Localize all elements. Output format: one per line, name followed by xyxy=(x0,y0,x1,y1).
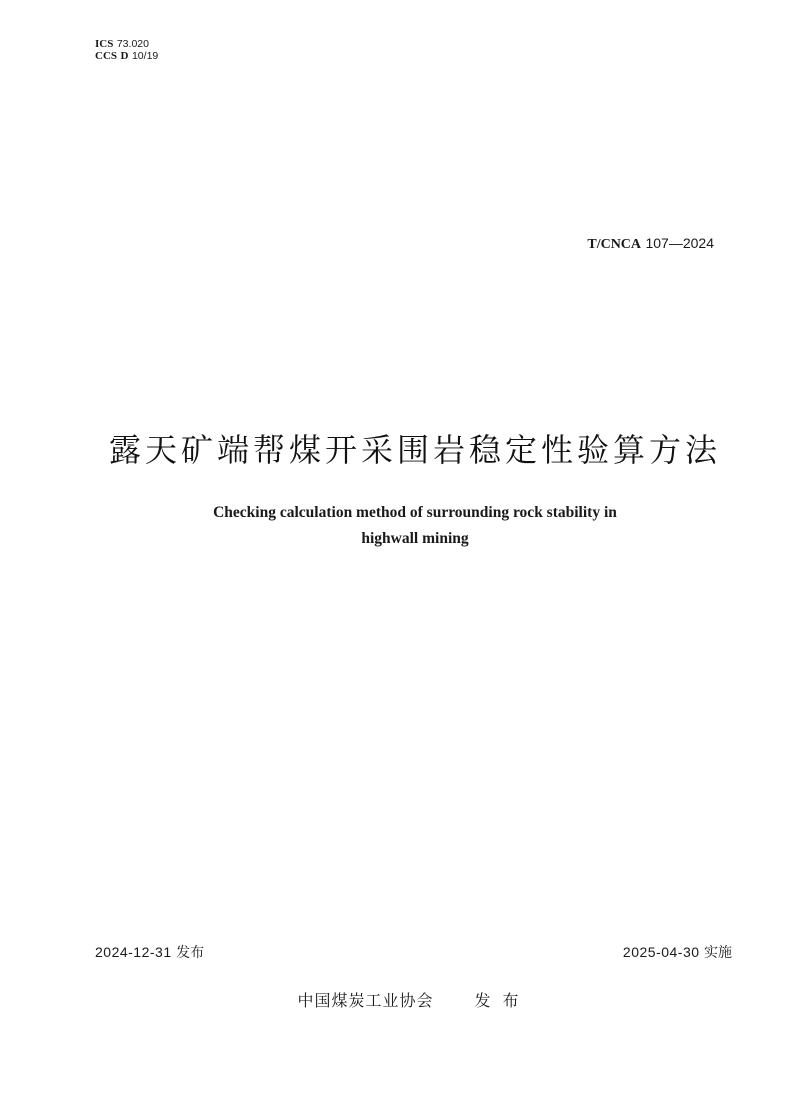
english-title-line-2: highwall mining xyxy=(361,530,469,547)
effective-date: 2025-04-30 xyxy=(622,944,700,960)
standard-prefix: T/CNCA xyxy=(587,237,642,252)
publisher-action: 发布 xyxy=(474,991,531,1010)
ccs-label: CCS xyxy=(95,50,118,62)
english-title xyxy=(140,500,690,552)
issue-date: 2024-12-31 xyxy=(95,944,172,960)
ccs-code xyxy=(95,50,158,62)
ccs-letter: D xyxy=(120,50,129,62)
ics-label: ICS xyxy=(95,38,114,50)
effective-label: 实施 xyxy=(704,945,732,961)
ics-value: 73.020 xyxy=(116,38,149,50)
effective-date-block xyxy=(623,942,732,962)
ics-code xyxy=(95,38,158,50)
standard-code: 107—2024 xyxy=(645,235,714,251)
english-title-line-1: Checking calculation method of surrounding rock stability in xyxy=(213,504,617,521)
issue-label: 发布 xyxy=(176,945,205,961)
standard-number xyxy=(587,235,714,253)
publisher-name: 中国煤炭工业协会 xyxy=(297,991,434,1010)
classification-codes xyxy=(95,38,158,62)
ccs-value: 10/19 xyxy=(131,50,159,62)
issue-date-block xyxy=(95,942,204,962)
chinese-title: 露天矿端帮煤开采围岩稳定性验算方法 xyxy=(108,431,721,469)
publisher-line xyxy=(0,988,790,1011)
